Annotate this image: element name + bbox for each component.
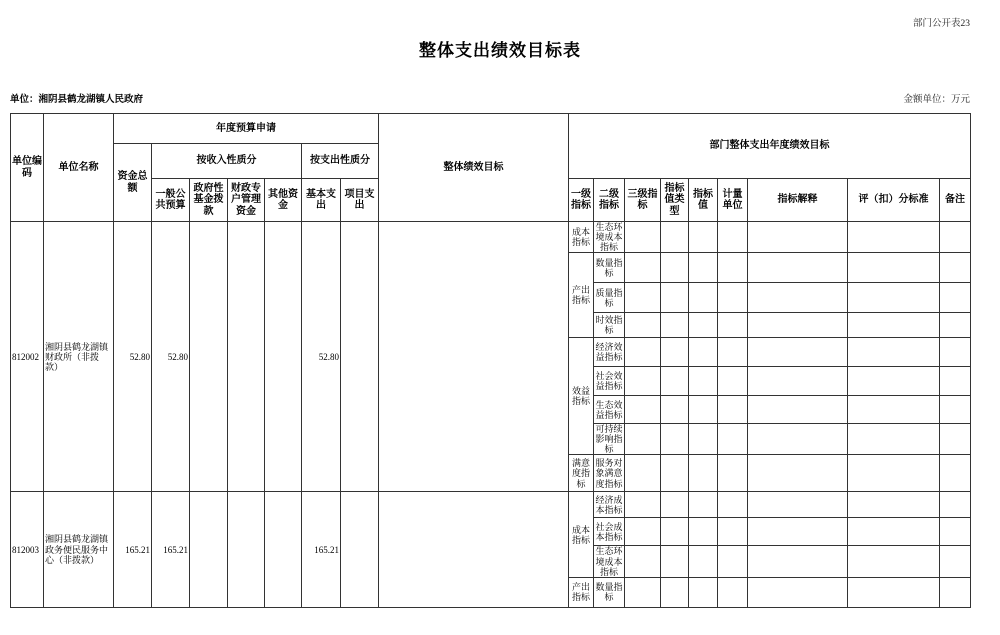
cell-empty	[718, 396, 748, 424]
cell-level2-indicator: 服务对象满意度指标	[594, 455, 625, 492]
cell-empty	[661, 546, 689, 577]
cell-empty	[848, 396, 940, 424]
cell-empty	[940, 283, 971, 313]
cell-basic-expenditure: 165.21	[302, 492, 341, 607]
cell-empty	[625, 492, 661, 518]
cell-empty	[940, 222, 971, 253]
header-unit-name: 单位名称	[44, 114, 114, 222]
performance-target-table	[10, 113, 971, 608]
cell-empty	[748, 518, 848, 546]
cell-empty	[661, 424, 689, 455]
cell-empty	[718, 546, 748, 577]
cell-level1-indicator: 成本指标	[569, 222, 594, 253]
header-project-expenditure: 项目支出	[341, 179, 379, 222]
header-measure-unit: 计量单位	[718, 179, 748, 222]
cell-empty	[848, 313, 940, 338]
cell-unit-name: 湘阴县鹤龙湖镇财政所（非拨款）	[44, 222, 114, 492]
header-row-1	[11, 114, 971, 144]
cell-empty	[689, 577, 718, 607]
cell-empty	[661, 367, 689, 396]
cell-empty	[748, 396, 848, 424]
cell-level2-indicator: 生态效益指标	[594, 396, 625, 424]
header-unit-code: 单位编码	[11, 114, 44, 222]
amount-unit-label: 金额单位：万元	[903, 95, 970, 105]
cell-empty	[661, 253, 689, 283]
cell-empty	[661, 396, 689, 424]
cell-empty	[661, 455, 689, 492]
cell-empty	[625, 338, 661, 367]
cell-empty	[848, 283, 940, 313]
cell-general-public-budget: 52.80	[152, 222, 190, 492]
table-row	[11, 492, 971, 518]
cell-empty	[718, 492, 748, 518]
cell-empty	[748, 367, 848, 396]
header-level1-indicator: 一级指标	[569, 179, 594, 222]
cell-empty	[718, 455, 748, 492]
cell-unit-name: 湘阴县鹤龙湖镇政务便民服务中心（非拨款）	[44, 492, 114, 607]
cell-empty	[940, 518, 971, 546]
header-scoring-standard: 评（扣）分标准	[848, 179, 940, 222]
cell-empty	[940, 577, 971, 607]
cell-empty	[748, 424, 848, 455]
cell-unit-code: 812003	[11, 492, 44, 607]
cell-empty	[718, 283, 748, 313]
cell-empty	[689, 253, 718, 283]
header-indicator-value-type: 指标值类型	[661, 179, 689, 222]
cell-fiscal-account-funds	[228, 492, 265, 607]
cell-empty	[625, 455, 661, 492]
cell-empty	[625, 222, 661, 253]
cell-empty	[689, 546, 718, 577]
cell-level2-indicator: 经济效益指标	[594, 338, 625, 367]
header-total-funds: 资金总额	[114, 144, 152, 222]
cell-empty	[940, 367, 971, 396]
cell-empty	[625, 283, 661, 313]
cell-empty	[661, 518, 689, 546]
cell-empty	[718, 253, 748, 283]
cell-level1-indicator: 产出指标	[569, 253, 594, 338]
cell-empty	[848, 492, 940, 518]
header-basic-expenditure: 基本支出	[302, 179, 341, 222]
cell-level2-indicator: 可持续影响指标	[595, 424, 623, 455]
cell-level1-indicator: 成本指标	[569, 492, 594, 577]
cell-empty	[689, 283, 718, 313]
header-level2-indicator: 二级指标	[594, 179, 625, 222]
cell-empty	[748, 283, 848, 313]
cell-empty	[718, 222, 748, 253]
cell-project-expenditure	[341, 492, 379, 607]
header-remarks: 备注	[940, 179, 971, 222]
header-fiscal-account-funds: 财政专户管理资金	[228, 179, 265, 222]
cell-empty	[718, 424, 748, 455]
cell-empty	[718, 518, 748, 546]
cell-empty	[661, 577, 689, 607]
cell-project-expenditure	[341, 222, 379, 492]
cell-empty	[661, 313, 689, 338]
cell-empty	[625, 367, 661, 396]
cell-empty	[689, 455, 718, 492]
cell-level2-indicator: 质量指标	[594, 283, 625, 313]
cell-level1-indicator: 产出指标	[569, 577, 594, 607]
cell-other-funds	[265, 222, 302, 492]
cell-empty	[689, 518, 718, 546]
cell-empty	[940, 455, 971, 492]
cell-level2-indicator: 数量指标	[594, 577, 625, 607]
cell-level2-indicator: 经济成本指标	[594, 492, 625, 518]
cell-level1-indicator: 满意度指标	[569, 455, 594, 492]
cell-empty	[625, 253, 661, 283]
page-title: 整体支出绩效目标表	[419, 41, 581, 60]
cell-empty	[625, 546, 661, 577]
cell-empty	[689, 313, 718, 338]
cell-level2-indicator: 生态环境成本指标	[595, 546, 623, 577]
cell-fiscal-account-funds	[228, 222, 265, 492]
cell-empty	[718, 313, 748, 338]
cell-empty	[748, 492, 848, 518]
cell-empty	[848, 518, 940, 546]
cell-empty	[689, 492, 718, 518]
header-by-expenditure-nature: 按支出性质分	[302, 144, 379, 179]
cell-empty	[940, 338, 971, 367]
cell-empty	[940, 492, 971, 518]
cell-empty	[661, 283, 689, 313]
cell-level2-indicator: 社会效益指标	[594, 367, 625, 396]
cell-level2-indicator: 生态环境成本指标	[595, 222, 623, 253]
cell-total-funds: 52.80	[114, 222, 152, 492]
header-level3-indicator: 三级指标	[625, 179, 661, 222]
cell-overall-target	[379, 222, 569, 492]
header-overall-performance-target: 整体绩效目标	[379, 114, 569, 222]
cell-total-funds: 165.21	[114, 492, 152, 607]
cell-empty	[940, 253, 971, 283]
cell-empty	[848, 338, 940, 367]
cell-unit-code: 812002	[11, 222, 44, 492]
meta-row	[10, 91, 970, 105]
header-dept-annual-performance-target: 部门整体支出年度绩效目标	[569, 114, 971, 179]
cell-empty	[689, 338, 718, 367]
cell-empty	[848, 577, 940, 607]
cell-empty	[625, 313, 661, 338]
cell-empty	[848, 253, 940, 283]
cell-empty	[748, 455, 848, 492]
cell-overall-target	[379, 492, 569, 607]
cell-empty	[718, 577, 748, 607]
cell-empty	[748, 222, 848, 253]
cell-empty	[748, 253, 848, 283]
header-gov-fund-allocation: 政府性基金拨款	[190, 179, 228, 222]
cell-empty	[848, 424, 940, 455]
cell-empty	[689, 367, 718, 396]
header-annual-budget-request: 年度预算申请	[114, 114, 379, 144]
cell-empty	[625, 518, 661, 546]
cell-level2-indicator: 社会成本指标	[594, 518, 625, 546]
cell-level2-indicator: 时效指标	[594, 313, 625, 338]
table-row	[11, 222, 971, 253]
cell-basic-expenditure: 52.80	[302, 222, 341, 492]
cell-empty	[661, 222, 689, 253]
cell-empty	[661, 492, 689, 518]
header-indicator-value: 指标值	[689, 179, 718, 222]
header-general-public-budget: 一般公共预算	[152, 179, 190, 222]
cell-empty	[748, 546, 848, 577]
cell-empty	[748, 338, 848, 367]
cell-empty	[625, 396, 661, 424]
cell-empty	[689, 222, 718, 253]
header-indicator-explanation: 指标解释	[748, 179, 848, 222]
corner-table-number: 部门公开表23	[912, 19, 970, 29]
cell-level2-indicator: 数量指标	[594, 253, 625, 283]
cell-empty	[718, 338, 748, 367]
cell-empty	[689, 424, 718, 455]
cell-empty	[940, 546, 971, 577]
cell-empty	[748, 313, 848, 338]
cell-empty	[689, 396, 718, 424]
cell-empty	[848, 455, 940, 492]
cell-empty	[718, 367, 748, 396]
cell-empty	[848, 367, 940, 396]
unit-label: 单位：湘阴县鹤龙湖镇人民政府	[10, 95, 144, 105]
cell-empty	[661, 338, 689, 367]
cell-empty	[940, 396, 971, 424]
cell-general-public-budget: 165.21	[152, 492, 190, 607]
cell-gov-fund-allocation	[190, 492, 228, 607]
cell-empty	[625, 577, 661, 607]
header-by-income-nature: 按收入性质分	[152, 144, 302, 179]
cell-empty	[940, 313, 971, 338]
cell-gov-fund-allocation	[190, 222, 228, 492]
cell-level1-indicator: 效益指标	[569, 338, 594, 455]
cell-other-funds	[265, 492, 302, 607]
cell-empty	[625, 424, 661, 455]
cell-empty	[940, 424, 971, 455]
header-other-funds: 其他资金	[265, 179, 302, 222]
cell-empty	[848, 546, 940, 577]
cell-empty	[748, 577, 848, 607]
cell-empty	[848, 222, 940, 253]
